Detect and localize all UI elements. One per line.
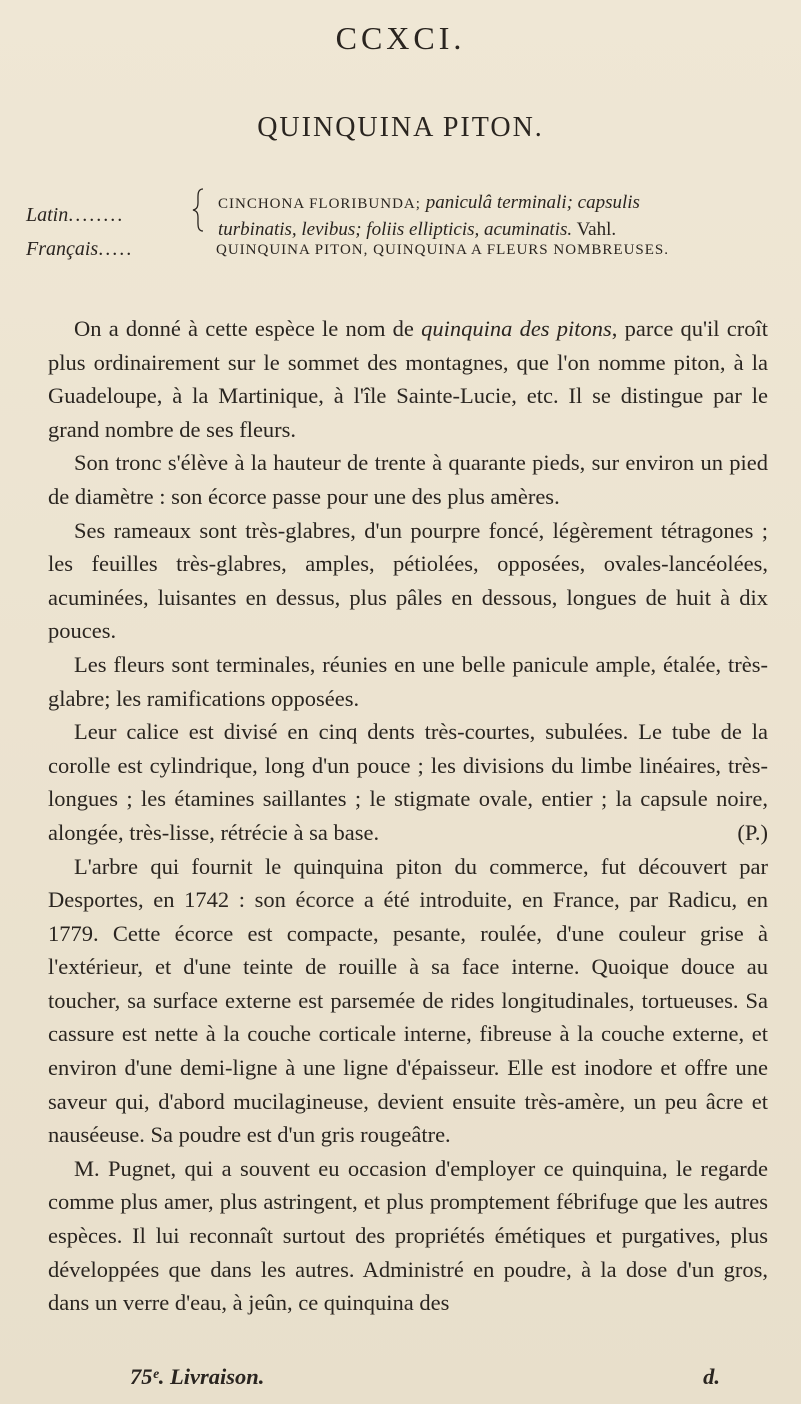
- paragraph-4: Les fleurs sont terminales, réunies en une belle panicule ample, étalée, très-glabre; les ramifications opposées.: [48, 651, 768, 711]
- signature-mark: d.: [703, 1364, 720, 1389]
- page-title: QUINQUINA PITON.: [257, 112, 544, 143]
- french-name-text: QUINQUINA PITON, QUINQUINA A FLEURS NOMBREUSES.: [216, 242, 670, 258]
- body-text: [48, 312, 768, 1320]
- latin-name-row: [26, 188, 786, 240]
- p1-text: On a donné à cette espèce le nom de quinquina des pitons, parce qu'il croît plus ordinairement sur le sommet des montagnes, que l'on nomme piton, à la Guadeloupe, à la Martinique, à l'île Sainte-Lucie, etc. Il se distingue par le grand nombre de ses fleurs.: [48, 316, 768, 442]
- page-folio: CCXCI.: [335, 20, 466, 56]
- paragraph-7: M. Pugnet, qui a souvent eu occasion d'employer ce quinquina, le regarde comme plus amer, plus astringent, et plus promptement fébrifuge que les autres espèces. Il lui reconnaît surtout des propriétés émétiques et purgatives, plus développées que dans les autres. Administré en poudre, à la dose d'un gros, dans un verre d'eau, à jeûn, ce quinquina des: [48, 1155, 768, 1316]
- french-label: Français.....: [26, 238, 134, 260]
- french-name-row: [26, 228, 786, 268]
- p5-signature: (P.): [737, 819, 768, 845]
- p5-text: Leur calice est divisé en cinq dents très-courtes, subulées. Le tube de la corolle est cylindrique, long d'un pouce ; les divisions du limbe linéaires, très-longues ; les étamines saillantes ; le stigmate ovale, entier ; la capsule noire, alongée, très-lisse, rétrécie à sa base.: [48, 719, 768, 845]
- paragraph-6: L'arbre qui fournit le quinquina piton du commerce, fut découvert par Desportes, en 1742 : son écorce a été introduite, en France, par Radicu, en 1779. Cette écorce est compacte, pesante, roulée, d'une couleur grise à l'extérieur, et d'une teinte de rouille à sa face interne. Quoique douce au toucher, sa surface externe est parsemée de rides longitudinales, tortueuses. Sa cassure est nette à la couche corticale interne, fibreuse à la couche externe, et environ d'une demi-ligne à une ligne d'épaisseur. Elle est inodore et offre une saveur qui, d'abord mucilagineuse, devient ensuite très-amère, un peu âcre et nauséeuse. Sa poudre est d'un gris rougeâtre.: [48, 853, 768, 1148]
- paragraph-3: Ses rameaux sont très-glabres, d'un pourpre foncé, légèrement tétragones ; les feuilles très-glabres, amples, pétiolées, opposées, ovales-lancéolées, acuminées, luisantes en dessus, plus pâles en dessous, longues de huit à dix pouces.: [48, 517, 768, 644]
- latin-diagnosis-1: paniculâ terminali; capsulis: [425, 192, 640, 213]
- latin-author: Vahl.: [576, 219, 617, 240]
- paragraph-2: Son tronc s'élève à la hauteur de trente à quarante pieds, sur environ un pied de diamètre : son écorce passe pour une des plus amères.: [48, 450, 768, 509]
- italic-term: quinquina des pitons: [421, 316, 612, 341]
- nomenclature-block: [26, 188, 786, 268]
- brace-icon: [192, 188, 204, 232]
- latin-diagnosis-2: turbinatis, levibus; foliis ellipticis, acuminatis.: [218, 219, 573, 240]
- latin-label: Latin........: [26, 204, 125, 226]
- livraison-number: 75ᵉ. Livraison.: [130, 1364, 265, 1389]
- paragraph-1: [48, 312, 768, 446]
- latin-genus: CINCHONA FLORIBUNDA;: [218, 196, 421, 212]
- paragraph-5: [48, 715, 768, 849]
